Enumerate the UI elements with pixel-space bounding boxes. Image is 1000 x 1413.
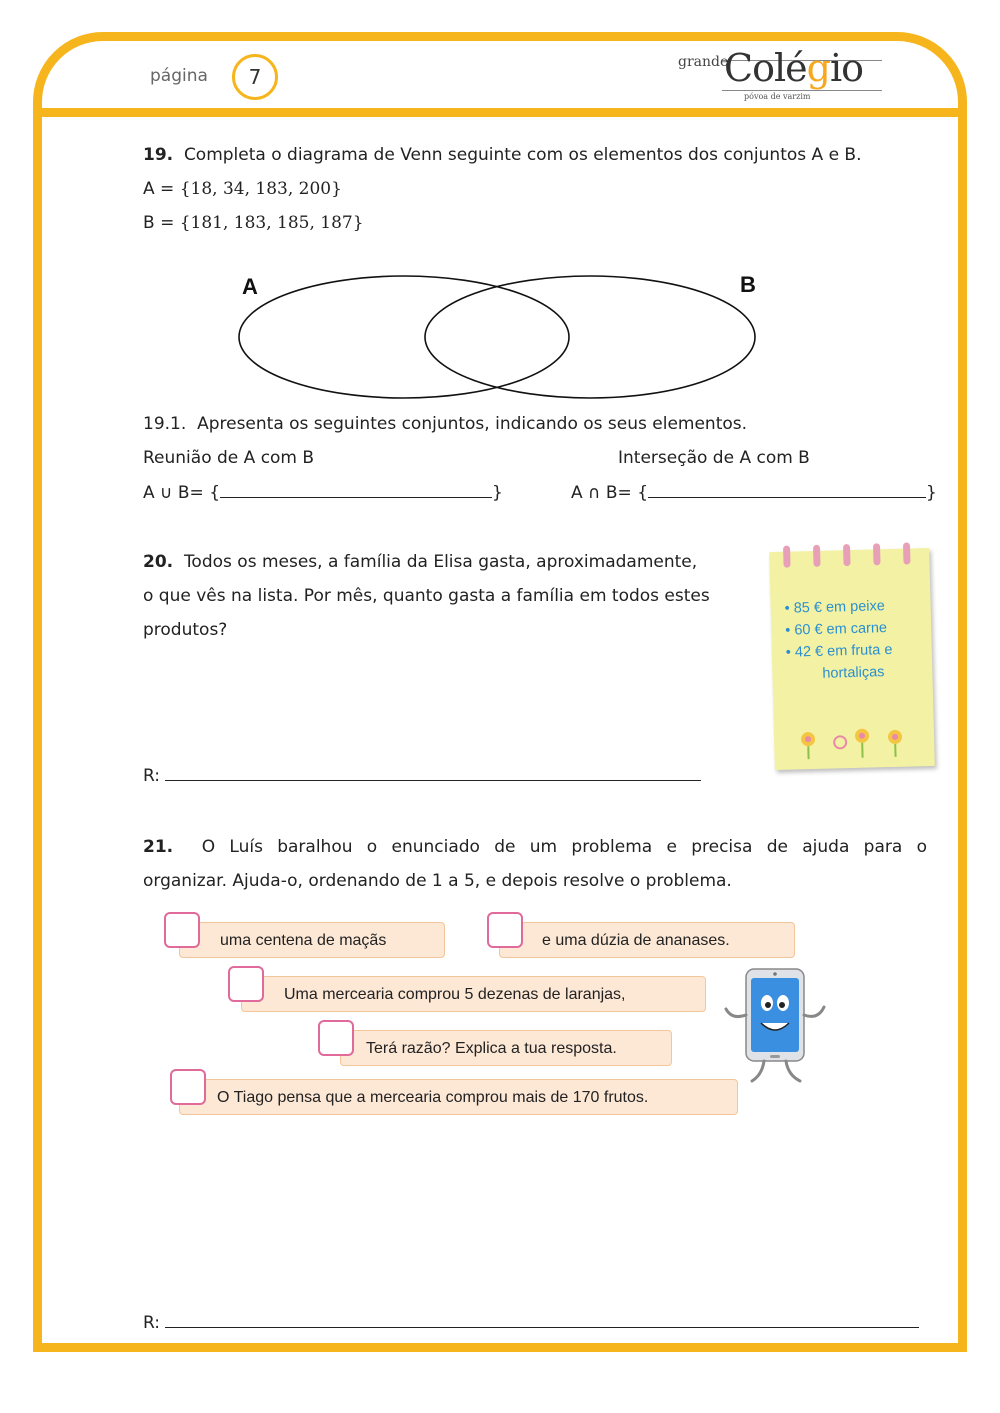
logo-line-bottom xyxy=(722,90,882,91)
q21-answer-field[interactable]: R: xyxy=(143,1311,919,1334)
q20-line-1: 20. Todos os meses, a família da Elisa gasta, aproximadamente, xyxy=(143,552,698,572)
order-box[interactable] xyxy=(228,966,264,1002)
phone-mascot-icon xyxy=(720,965,830,1090)
venn-diagram[interactable] xyxy=(230,270,770,405)
note-ring xyxy=(783,546,791,568)
venn-label-a: A xyxy=(242,274,258,299)
order-box[interactable] xyxy=(487,912,523,948)
q20-answer-blank[interactable] xyxy=(165,764,701,781)
sentence-slip: uma centena de maçãs xyxy=(179,922,445,958)
q19-number: 19. xyxy=(143,145,174,165)
sentence-slip: Uma mercearia comprou 5 dezenas de laranjas, xyxy=(241,976,706,1012)
order-box[interactable] xyxy=(318,1020,354,1056)
sentence-slip: Terá razão? Explica a tua resposta. xyxy=(340,1030,672,1066)
q20-line-3: produtos? xyxy=(143,620,228,640)
note-ring xyxy=(903,542,911,564)
sentence-slip: e uma dúzia de ananases. xyxy=(499,922,795,958)
logo-subtitle: póvoa de varzim xyxy=(744,92,811,101)
q21-line-1: 21. O Luís baralhou o enunciado de um problema e precisa de ajuda para o xyxy=(143,837,927,857)
shopping-list-note xyxy=(769,548,935,770)
list-item: • 60 € em carne xyxy=(785,617,892,642)
q19-set-a: A = {18, 34, 183, 200} xyxy=(143,179,342,199)
union-blank[interactable] xyxy=(220,481,492,498)
intersection-title: Interseção de A com B xyxy=(618,448,810,468)
list-item: • 42 € em fruta e xyxy=(786,639,893,664)
logo-main-text: Colégio xyxy=(724,46,863,90)
list-item-continuation: hortaliças xyxy=(822,664,885,682)
shopping-list xyxy=(784,595,893,686)
q20-line-2: o que vês na lista. Por mês, quanto gasta a família em todos estes xyxy=(143,586,710,606)
q20-answer-field[interactable]: R: xyxy=(143,764,701,787)
note-ring xyxy=(873,543,881,565)
q19-text: Completa o diagrama de Venn seguinte com os elementos dos conjuntos A e B. xyxy=(183,145,862,165)
intersection-answer-field[interactable]: A ∩ B= { } xyxy=(571,483,937,503)
logo-small-text: grande xyxy=(678,54,729,70)
page-number: 7 xyxy=(232,54,278,100)
q19-set-b: B = {181, 183, 185, 187} xyxy=(143,213,364,233)
q19-statement xyxy=(143,144,862,166)
header-band xyxy=(33,108,967,117)
venn-circle-b[interactable] xyxy=(425,276,755,398)
union-answer-field[interactable]: A ∪ B= { } xyxy=(143,483,503,503)
union-title: Reunião de A com B xyxy=(143,448,315,468)
order-box[interactable] xyxy=(170,1069,206,1105)
order-box[interactable] xyxy=(164,912,200,948)
venn-label-b: B xyxy=(740,272,756,297)
page-label: página xyxy=(150,66,208,86)
q21-line-2: organizar. Ajuda-o, ordenando de 1 a 5, e depois resolve o problema. xyxy=(143,871,732,891)
note-ring xyxy=(843,544,851,566)
intersection-blank[interactable] xyxy=(648,481,926,498)
q21-answer-blank[interactable] xyxy=(165,1311,919,1328)
sentence-slip: O Tiago pensa que a mercearia comprou mais de 170 frutos. xyxy=(179,1079,738,1115)
note-ring xyxy=(813,545,821,567)
flowers-decoration-icon xyxy=(792,718,918,761)
venn-circle-a[interactable] xyxy=(239,276,569,398)
list-item: • 85 € em peixe xyxy=(784,595,891,620)
school-logo xyxy=(676,48,886,108)
q19-1-statement: 19.1. Apresenta os seguintes conjuntos, indicando os seus elementos. xyxy=(143,414,748,434)
